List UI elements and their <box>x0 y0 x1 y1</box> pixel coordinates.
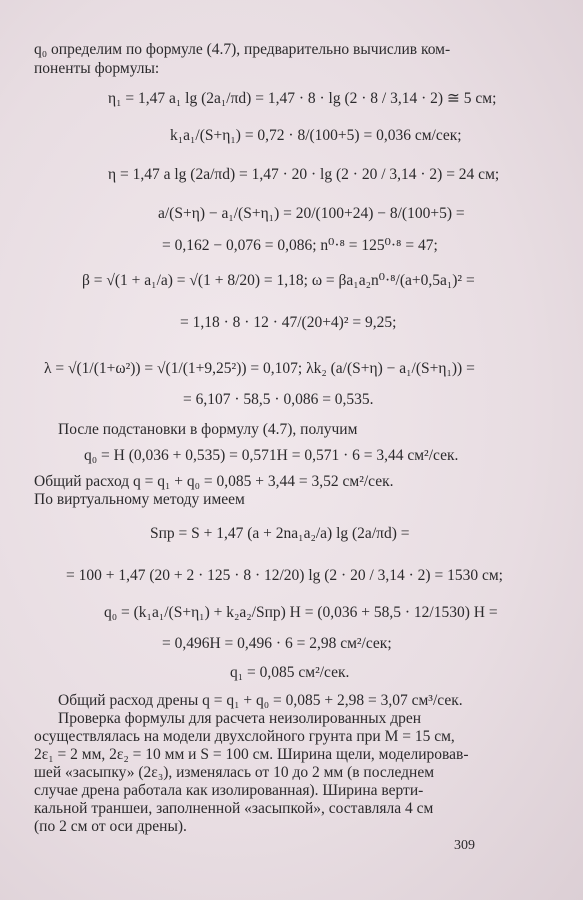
equation-line: Sпр = S + 1,47 (a + 2na₁a₂/a) lg (2a/πd) = <box>150 525 410 542</box>
equation-line: q₀ = H (0,036 + 0,535) = 0,571H = 0,571 · 6 = 3,44 см²/сек. <box>84 447 459 464</box>
equation-line: = 1,18 · 8 · 12 · 47/(20+4)² = 9,25; <box>180 314 397 331</box>
equation-line: = 0,496H = 0,496 · 6 = 2,98 см²/сек; <box>162 635 392 652</box>
equation-line: q₁ = 0,085 см²/сек. <box>230 664 350 681</box>
equation-line: η = 1,47 a lg (2a/πd) = 1,47 · 20 · lg (2 · 20 / 3,14 · 2) = 24 см; <box>108 166 500 183</box>
text-line: q₀ определим по формуле (4.7), предварительно вычислив ком- <box>34 41 451 58</box>
text-line: (по 2 см от оси дрены). <box>34 818 187 835</box>
text-line: случае дрена работала как изолированная). Ширина верти- <box>34 782 424 799</box>
text-line: кальной траншеи, заполненной «засыпкой», составляла 4 см <box>34 800 434 817</box>
equation-line: k₁a₁/(S+η₁) = 0,72 · 8/(100+5) = 0,036 см/сек; <box>170 127 462 144</box>
equation-line: = 100 + 1,47 (20 + 2 · 125 · 8 · 12/20) lg (2 · 20 / 3,14 · 2) = 1530 см; <box>66 567 503 584</box>
text-line: осуществлялась на модели двухслойного грунта при M = 15 см, <box>34 728 455 745</box>
equation-line: q₀ = (k₁a₁/(S+η₁) + k₂a₂/Sпр) H = (0,036 + 58,5 · 12/1530) H = <box>104 604 498 621</box>
text-line: шей «засыпку» (2ε₃), изменялась от 10 до 2 мм (в последнем <box>34 764 435 781</box>
text-line: Проверка формулы для расчета неизолированных дрен <box>58 710 422 727</box>
text-line: Общий расход q = q₁ + q₀ = 0,085 + 3,44 = 3,52 см²/сек. <box>34 473 394 490</box>
page-number: 309 <box>454 838 475 853</box>
equation-line: β = √(1 + a₁/a) = √(1 + 8/20) = 1,18; ω = βa₁a₂n⁰·⁸/(a+0,5a₁)² = <box>82 272 475 289</box>
equation-line: η₁ = 1,47 a₁ lg (2a₁/πd) = 1,47 · 8 · lg (2 · 8 / 3,14 · 2) ≅ 5 см; <box>108 90 497 107</box>
text-line: После подстановки в формулу (4.7), получим <box>58 421 358 438</box>
equation-line: = 6,107 · 58,5 · 0,086 = 0,535. <box>183 391 374 408</box>
equation-line: λ = √(1/(1+ω²)) = √(1/(1+9,25²)) = 0,107; λk₂ (a/(S+η) − a₁/(S+η₁)) = <box>44 360 475 377</box>
text-line: 2ε₁ = 2 мм, 2ε₂ = 10 мм и S = 100 см. Ширина щели, моделировав- <box>34 746 469 763</box>
text-line: поненты формулы: <box>34 60 160 77</box>
text-line: По виртуальному методу имеем <box>34 491 245 508</box>
equation-line: = 0,162 − 0,076 = 0,086; n⁰·⁸ = 125⁰·⁸ = 47; <box>162 237 438 254</box>
text-line: Общий расход дрены q = q₁ + q₀ = 0,085 + 2,98 = 3,07 см³/сек. <box>58 692 463 709</box>
equation-line: a/(S+η) − a₁/(S+η₁) = 20/(100+24) − 8/(100+5) = <box>158 205 465 222</box>
